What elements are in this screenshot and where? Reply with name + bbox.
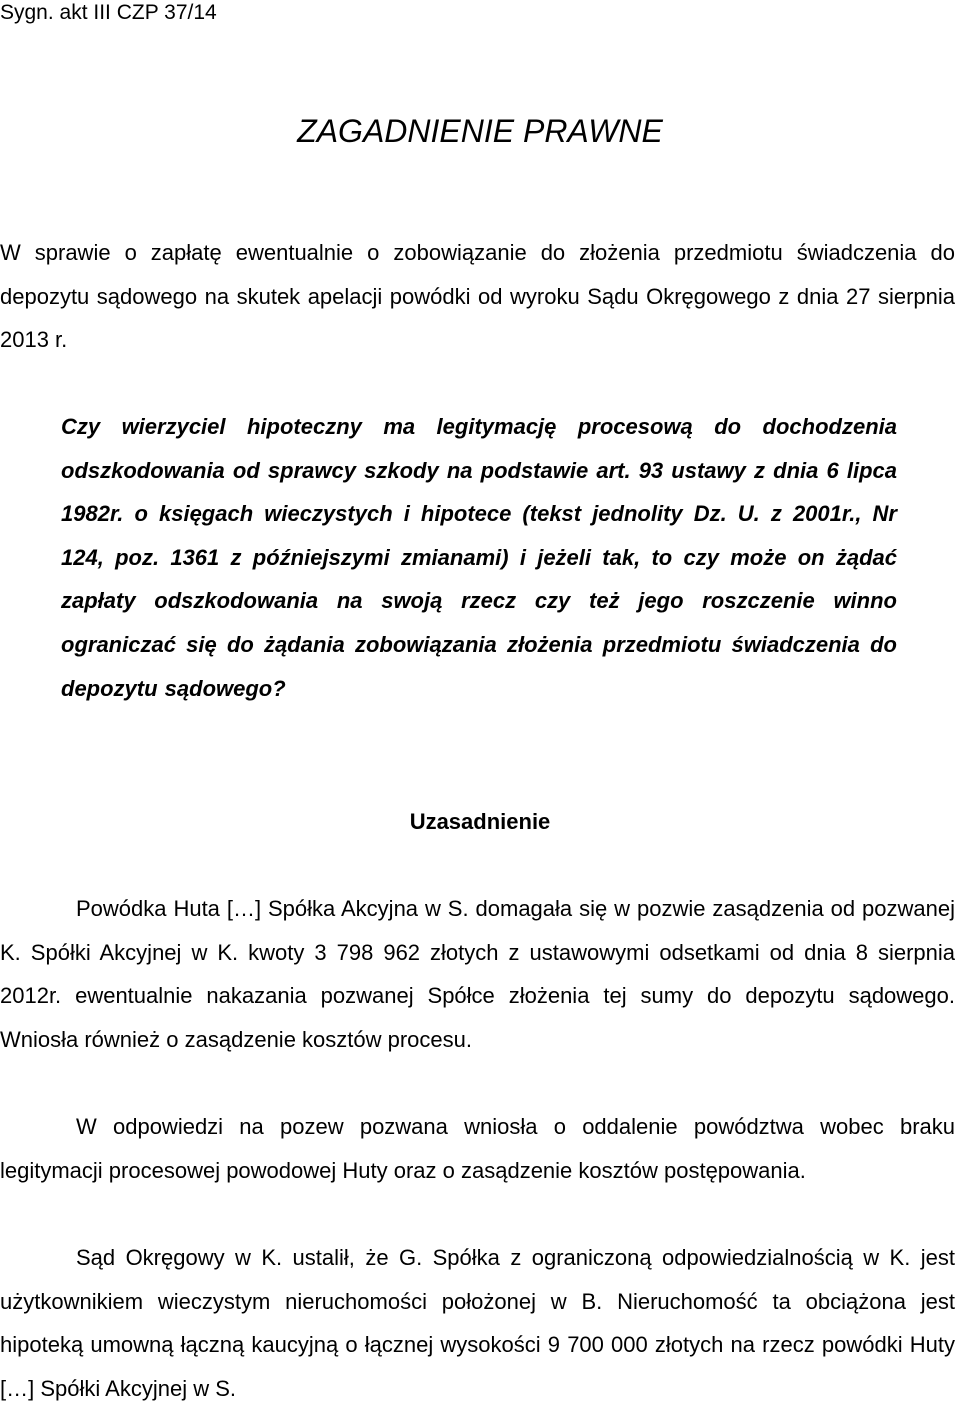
paragraph-response-text: W odpowiedzi na pozew pozwana wniosła o oddalenie powództwa wobec braku legitymacji procesowej powodowej Huty oraz o zasądzenie kosztów postępowania.	[0, 1114, 955, 1183]
intro-paragraph: W sprawie o zapłatę ewentualnie o zobowiązanie do złożenia przedmiotu świadczenia do depozytu sądowego na skutek apelacji powódki od wyroku Sądu Okręgowego z dnia 27 sierpnia 2013 r.	[0, 240, 955, 353]
justification-heading: Uzasadnienie	[409, 809, 551, 834]
legal-question: Czy wierzyciel hipoteczny ma legitymację procesową do dochodzenia odszkodowania od sprawcy szkody na podstawie art. 93 ustawy z dnia 6 lipca 1982r. o księgach wieczystych i hipotece (tekst jednolity Dz. U. z 2001r., Nr 124, poz. 1361 z późniejszymi zmianami) i jeżeli tak, to czy może on żądać zapłaty odszkodowania na swoją rzecz czy też jego roszczenie winno ograniczać się do żądania zobowiązania złożenia przedmiotu świadczenia do depozytu sądowego?	[61, 414, 897, 701]
paragraph-findings	[0, 1236, 955, 1410]
paragraph-response	[0, 1105, 955, 1192]
paragraph-findings-text: Sąd Okręgowy w K. ustalił, że G. Spółka z ograniczoną odpowiedzialnością w K. jest użytkownikiem wieczystym nieruchomości położonej w B. Nieruchomość ta obciążona jest hipoteką umowną łączną kaucyjną o łącznej wysokości 9 700 000 złotych na rzecz powódki Huty […] Spółki Akcyjnej w S.	[0, 1245, 955, 1401]
paragraph-claim	[0, 887, 955, 1061]
case-reference: Sygn. akt III CZP 37/14	[0, 1, 217, 24]
document-title: ZAGADNIENIE PRAWNE	[297, 113, 663, 149]
paragraph-claim-text: Powódka Huta […] Spółka Akcyjna w S. domagała się w pozwie zasądzenia od pozwanej K. Spółki Akcyjnej w K. kwoty 3 798 962 złotych z ustawowymi odsetkami od dnia 8 sierpnia 2012r. ewentualnie nakazania pozwanej Spółce złożenia tej sumy do depozytu sądowego. Wniosła również o zasądzenie kosztów procesu.	[0, 896, 955, 1052]
